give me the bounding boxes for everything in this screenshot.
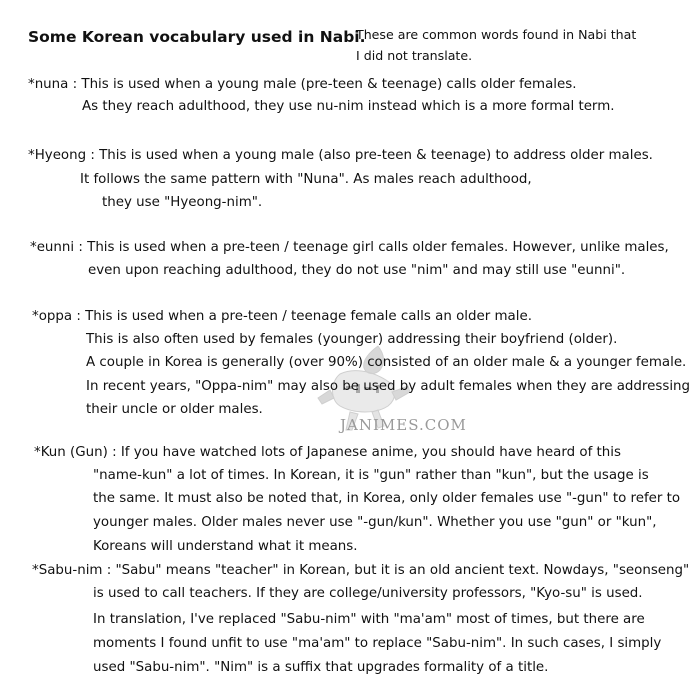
entry-kun-line-3: the same. It must also be noted that, in Korea, only older females use "-gun" to refer to xyxy=(93,491,681,506)
entry-kun-line-5: Koreans will understand what it means. xyxy=(93,539,358,554)
entry-sabu-line-3: In translation, I've replaced "Sabu-nim" with "ma'am" most of times, but there are xyxy=(93,612,645,627)
entry-oppa-line-5: their uncle or older males. xyxy=(86,402,263,417)
entry-oppa-line-2: This is also often used by females (younger) addressing their boyfriend (older). xyxy=(86,332,618,347)
entry-oppa-line-3: A couple in Korea is generally (over 90%) consisted of an older male & a younger female. xyxy=(86,355,687,370)
entry-hyeong-line-2: It follows the same pattern with "Nuna". As males reach adulthood, xyxy=(80,172,532,187)
translator-note-line-1: These are common words found in Nabi that xyxy=(356,27,637,42)
entry-sabu-line-5: used "Sabu-nim". "Nim" is a suffix that upgrades formality of a title. xyxy=(93,660,549,675)
entry-eunni-line-1: *eunni : This is used when a pre-teen / teenage girl calls older females. However, unlike males, xyxy=(30,240,669,255)
entry-kun-line-4: younger males. Older males never use "-gun/kun". Whether you use "gun" or "kun", xyxy=(93,515,657,530)
entry-oppa-line-4: In recent years, "Oppa-nim" may also be used by adult females when they are addressing xyxy=(86,379,691,394)
translator-note-line-2: I did not translate. xyxy=(356,48,473,63)
entry-kun-line-2: "name-kun" a lot of times. In Korean, it is "gun" rather than "kun", but the usage is xyxy=(93,468,649,483)
watermark-text: JANIMES.COM xyxy=(340,416,467,434)
page-title: Some Korean vocabulary used in Nabi. xyxy=(28,28,366,46)
entry-hyeong-line-3: they use "Hyeong-nim". xyxy=(102,195,263,210)
entry-sabu-line-4: moments I found unfit to use "ma'am" to replace "Sabu-nim". In such cases, I simply xyxy=(93,636,662,651)
entry-eunni-line-2: even upon reaching adulthood, they do not use "nim" and may still use "eunni". xyxy=(88,263,626,278)
entry-oppa-line-1: *oppa : This is used when a pre-teen / teenage female calls an older male. xyxy=(32,309,532,324)
entry-hyeong-line-1: *Hyeong : This is used when a young male (also pre-teen & teenage) to address older males. xyxy=(28,148,653,163)
entry-nuna-line-1: *nuna : This is used when a young male (pre-teen & teenage) calls older females. xyxy=(28,77,577,92)
entry-kun-line-1: *Kun (Gun) : If you have watched lots of Japanese anime, you should have heard of this xyxy=(34,445,621,460)
entry-nuna-line-2: As they reach adulthood, they use nu-nim instead which is a more formal term. xyxy=(82,99,615,114)
entry-sabu-line-2: is used to call teachers. If they are college/university professors, "Kyo-su" is used. xyxy=(93,586,643,601)
entry-sabu-line-1: *Sabu-nim : "Sabu" means "teacher" in Korean, but it is an old ancient text. Nowdays, "seonseng" xyxy=(32,563,690,578)
